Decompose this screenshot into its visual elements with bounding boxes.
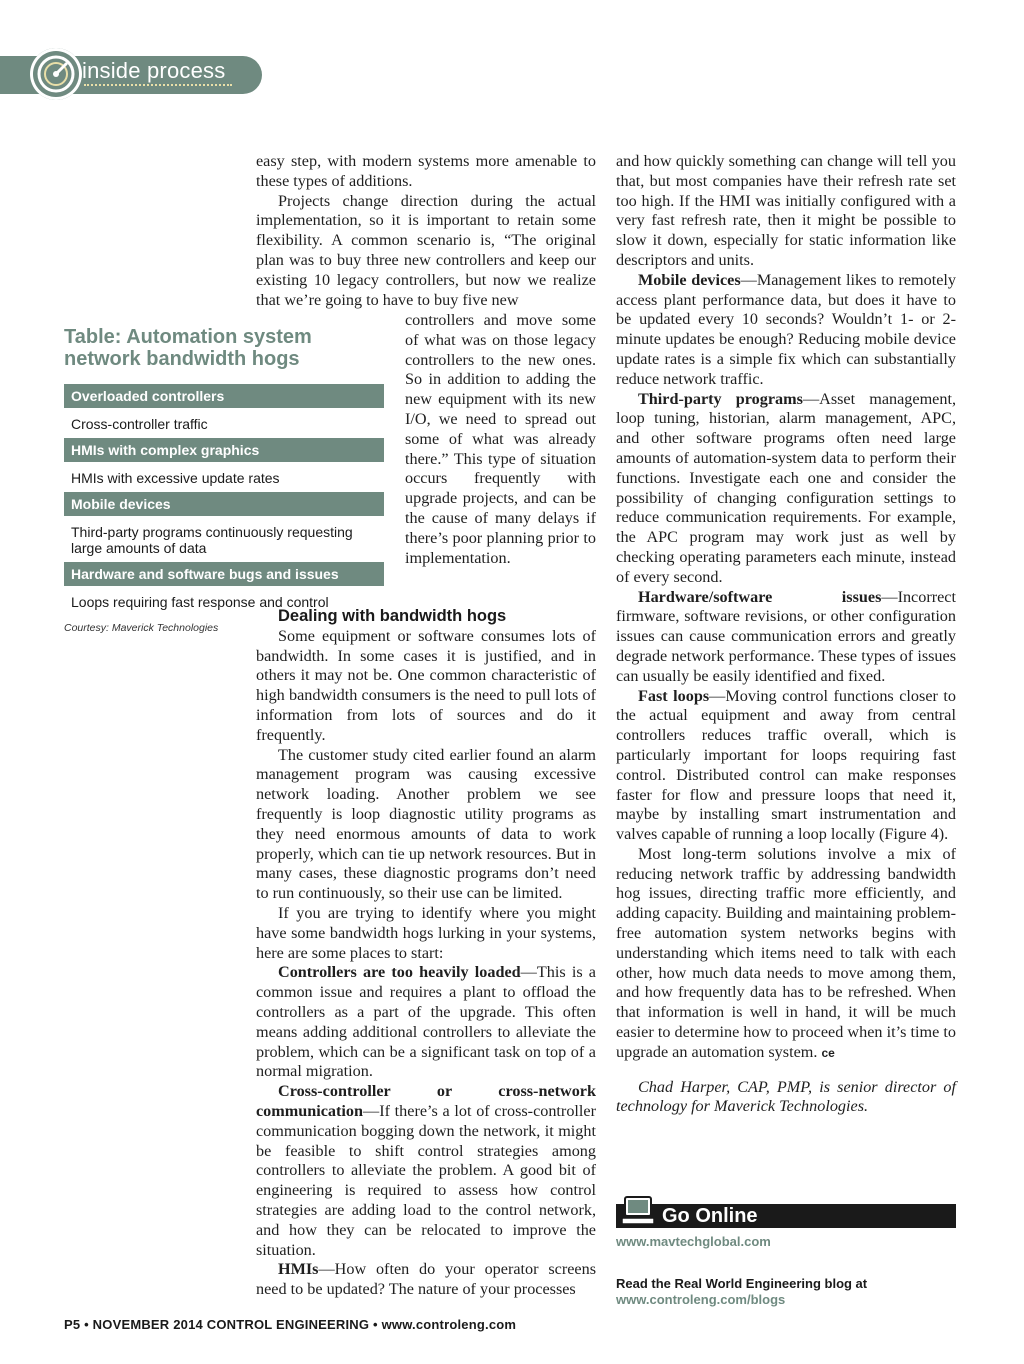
- lead-in: Hardware/software issues: [638, 587, 882, 606]
- lead-in: Third-party programs: [638, 389, 803, 408]
- table-row: Third-party programs continuously requesting large amounts of data: [71, 524, 353, 556]
- paragraph: easy step, with modern systems more amenable to these types of additions.: [256, 152, 596, 190]
- section-heading: Dealing with bandwidth hogs: [278, 607, 507, 625]
- gauge-icon: [30, 48, 82, 100]
- lead-in: Mobile devices: [638, 270, 741, 289]
- paragraph-body: —Management likes to remotely access plant performance data, but does it have to be updated every 10 seconds? Wouldn’t 1- or 2-minute updates be enough? Reducing mobile device update rates is a simple fix which can substantially reduce network traffic.: [616, 270, 956, 388]
- paragraph-body: Most long-term solutions involve a mix of reducing network traffic by addressing bandwidth hog issues, directing traffic more efficiently, and adding capacity. Building and maintaining problem-free automation system networks begins with understanding which items need to talk with each other, how much data needs to move among them, and how frequently data has to be refreshed. When that information is well in hand, it will be much easier to determine how to proceed when it’s time to upgrade an automation system.: [616, 844, 956, 1061]
- paragraph: [616, 390, 956, 588]
- paragraph: The customer study cited earlier found an alarm management program was causing excessive network loading. Another problem we see frequently is loop diagnostic utility programs as they need enormous amounts of data to work properly, which can tie up network resources. But in many cases, these diagnostic programs don’t need to run continuously, so their use can be limited.: [256, 745, 596, 903]
- go-online-bar: [616, 1204, 956, 1228]
- paragraph-body: —How often do your operator screens need to be updated? The nature of your processes: [256, 1260, 596, 1299]
- table-row: Loops requiring fast response and control: [71, 594, 329, 610]
- paragraph: [616, 687, 956, 845]
- mavtech-link[interactable]: www.mavtechglobal.com: [616, 1234, 771, 1249]
- paragraph: [256, 963, 596, 1082]
- table-credit: Courtesy: Maverick Technologies: [64, 622, 219, 634]
- paragraph-body: —If there’s a lot of cross-controller communication bogging down the network, it might be feasible to shift control strategies among controllers to alleviate the problem. A good bit of engineering is required to assess how control strategies are adding load to the control network, and how they can be relocated to improve the situation.: [256, 1101, 596, 1259]
- lead-in: Fast loops: [638, 686, 710, 705]
- table-row-header: Hardware and software bugs and issues: [64, 562, 384, 588]
- table-row: Cross-controller traffic: [71, 416, 208, 432]
- lead-in: Controllers are too heavily loaded: [278, 963, 521, 982]
- banner-divider: [84, 84, 232, 86]
- page-footer: P5 • NOVEMBER 2014 CONTROL ENGINEERING • www.controleng.com: [64, 1317, 517, 1332]
- go-online-label: Go Online: [662, 1205, 758, 1227]
- paragraph: [616, 845, 956, 1064]
- computer-icon: [622, 1196, 656, 1226]
- paragraph-body: —Incorrect firmware, software revisions, or other configuration issues can cause communication errors and greatly degrade network performance. These types of issues can usually be easily identified and fixed.: [616, 587, 956, 685]
- column-1-bottom: [256, 607, 596, 1300]
- lead-in: Cross-controller or cross-network communication: [256, 1082, 596, 1120]
- lead-in: HMIs: [278, 1260, 319, 1279]
- table-row-header: Overloaded controllers: [64, 384, 384, 410]
- table-row-header: Mobile devices: [64, 492, 384, 518]
- paragraph: [256, 1260, 596, 1300]
- paragraph: If you are trying to identify where you might have some bandwidth hogs lurking in your systems, here are some places to start:: [256, 903, 596, 962]
- column-2: [616, 152, 956, 1117]
- column-1-top: [256, 152, 596, 310]
- table-row: HMIs with excessive update rates: [71, 470, 280, 486]
- column-1-narrow: [405, 311, 596, 568]
- blog-link[interactable]: www.controleng.com/blogs: [616, 1292, 786, 1307]
- table-row-header: HMIs with complex graphics: [64, 438, 384, 464]
- paragraph-body: —This is a common issue and requires a plant to offload the controllers as a part of the upgrade. This often means adding additional controllers to alleviate the problem, which can be a significant task on top of a normal migration.: [256, 963, 596, 1081]
- paragraph: controllers and move some of what was on those legacy controllers to the new ones. So in addition to adding the new equipment with its new I/O, we need to spread out some of what was already there.” This type of situation occurs frequently with upgrade projects, and can be the cause of many delays if there’s poor planning prior to implementation.: [405, 311, 596, 567]
- paragraph: and how quickly something can change will tell you that, but most companies have their refresh rate set too high. If the HMI was initially configured with a very fast refresh rate, then it might be possible to slow it down, especially for static information like descriptors and units.: [616, 152, 956, 269]
- paragraph: [256, 1082, 596, 1260]
- author-bio: Chad Harper, CAP, PMP, is senior director of technology for Maverick Technologies.: [616, 1077, 956, 1116]
- paragraph: [616, 271, 956, 390]
- paragraph-body: —Asset management, loop tuning, historian, alarm management, APC, and other software programs often need large amounts of automation-system data to perform their functions. Investigate each one and consider the possibility of changing configuration settings to reduce communication requirements. For example, the APC program may work just as well by checking operating parameters each minute, instead of every second.: [616, 389, 956, 586]
- section-title: inside process: [82, 58, 226, 83]
- blog-promo: [616, 1276, 956, 1308]
- paragraph: Some equipment or software consumes lots of bandwidth. In some cases it is justified, and in others it may not be. One common characteristic of high bandwidth consumers is the need to pull lots of information from lots of sources and do it frequently.: [256, 626, 596, 744]
- paragraph-body: —Moving control functions closer to the actual equipment and away from central controllers reduces traffic overall, which is particularly important for loops requiring fast control. Distributed control can make responses faster for flow and pressure loops that need it, maybe by installing smart instrumentation and valves capable of running a loop locally (Figure 4).: [616, 686, 956, 844]
- bandwidth-hogs-table: [64, 326, 384, 634]
- end-mark: ce: [821, 1045, 835, 1060]
- blog-text: Read the Real World Engineering blog at: [616, 1276, 868, 1291]
- paragraph: Projects change direction during the actual implementation, so it is important to retain some flexibility. A common scenario is, “The original plan was to buy three new controllers and keep our existing 10 legacy controllers, but now we realize that we’re going to have to buy five new: [256, 191, 596, 309]
- table-title: Table: Automation system network bandwidth hogs: [64, 326, 312, 370]
- paragraph: [616, 588, 956, 687]
